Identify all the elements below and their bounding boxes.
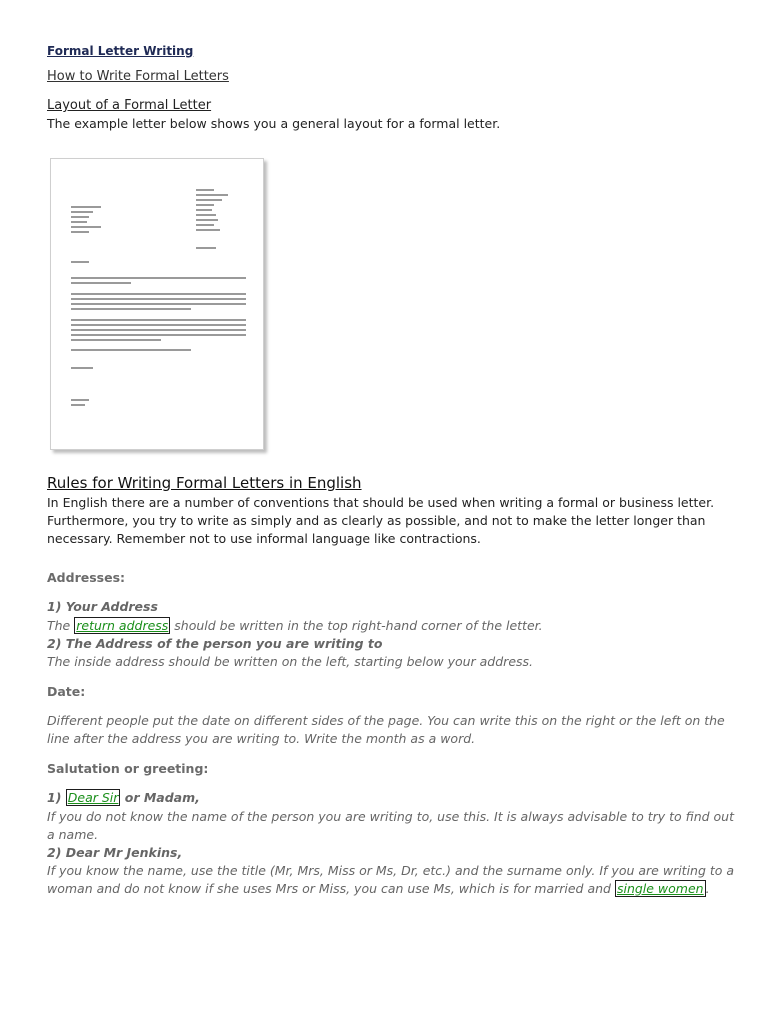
letter-scribble-line bbox=[196, 189, 214, 191]
rules-paragraph: In English there are a number of conventions that should be used when writing a formal or business letter. Furthermore, you try to write as simply and as clearly as possible, and not to make the letter longer than necessary. Remember not to use informal language like contractions. bbox=[47, 495, 715, 546]
letter-scribble-line bbox=[71, 334, 246, 336]
dear-sir-link[interactable]: Dear Sir bbox=[67, 790, 119, 805]
letter-scribble-line bbox=[71, 216, 89, 218]
addresses-label: Addresses: bbox=[47, 570, 126, 585]
salutation-item2-text bbox=[47, 862, 737, 898]
letter-scribble-line bbox=[196, 199, 222, 201]
heading-layout[interactable]: Layout of a Formal Letter bbox=[47, 98, 212, 113]
letter-scribble-line bbox=[71, 211, 93, 213]
recipient-address-text: The inside address should be written on the left, starting below your address. bbox=[47, 654, 534, 669]
recipient-address-title: 2) The Address of the person you are writing to bbox=[47, 636, 383, 651]
letter-scribble-line bbox=[71, 367, 93, 369]
letter-scribble-line bbox=[71, 399, 89, 401]
title-formal-letter-writing[interactable]: Formal Letter Writing bbox=[47, 44, 194, 58]
date-text: Different people put the date on different sides of the page. You can write this on the right or the left on the line after the address you are writing to. Write the month as a word. bbox=[47, 713, 725, 746]
letter-scribble-line bbox=[196, 224, 214, 226]
letter-scribble-line bbox=[71, 324, 246, 326]
salutation-item1-title bbox=[47, 789, 737, 807]
letter-scribble-line bbox=[71, 282, 131, 284]
letter-scribble-line bbox=[71, 231, 89, 233]
text-span: 1) bbox=[47, 790, 66, 805]
salutation-item1-text: If you do not know the name of the person you are writing to, use this. It is always advisable to try to find out a name. bbox=[47, 809, 734, 842]
text-span: or Madam, bbox=[120, 790, 200, 805]
letter-scribble-line bbox=[196, 229, 220, 231]
letter-scribble-line bbox=[196, 209, 212, 211]
date-label: Date: bbox=[47, 684, 86, 699]
letter-scribble-line bbox=[196, 247, 216, 249]
text-span: If you know the name, use the title (Mr, Mrs, Miss or Ms, Dr, etc.) and the surname only. If you are writing to a woman and do not know if she uses Mrs or Miss, you can use Ms, which is for married and bbox=[47, 863, 735, 896]
letter-scribble-line bbox=[71, 261, 89, 263]
letter-scribble-line bbox=[71, 277, 246, 279]
letter-scribble-line bbox=[71, 293, 246, 295]
letter-scribble-line bbox=[196, 214, 216, 216]
heading-rules[interactable]: Rules for Writing Formal Letters in English bbox=[47, 474, 362, 492]
letter-scribble-line bbox=[196, 204, 214, 206]
text-span: The bbox=[47, 618, 75, 633]
letter-scribble-line bbox=[71, 339, 161, 341]
single-women-link[interactable]: single women bbox=[616, 881, 704, 896]
text-span: should be written in the top right-hand corner of the letter. bbox=[170, 618, 543, 633]
letter-scribble-line bbox=[71, 226, 101, 228]
text-span: . bbox=[705, 881, 710, 896]
your-address-text bbox=[47, 617, 737, 635]
letter-scribble-line bbox=[71, 319, 246, 321]
letter-scribble-line bbox=[71, 206, 101, 208]
letter-scribble-line bbox=[71, 298, 246, 300]
letter-scribble-line bbox=[196, 194, 228, 196]
letter-scribble-line bbox=[71, 308, 191, 310]
letter-scribble-line bbox=[71, 349, 191, 351]
return-address-link[interactable]: return address bbox=[76, 618, 169, 633]
example-letter-image bbox=[50, 158, 264, 450]
letter-scribble-line bbox=[71, 221, 87, 223]
your-address-title: 1) Your Address bbox=[47, 599, 158, 614]
salutation-label: Salutation or greeting: bbox=[47, 761, 209, 776]
letter-scribble-line bbox=[71, 329, 246, 331]
layout-description: The example letter below shows you a general layout for a formal letter. bbox=[47, 116, 501, 131]
letter-scribble-line bbox=[71, 404, 85, 406]
letter-scribble-line bbox=[71, 303, 246, 305]
heading-how-to-write[interactable]: How to Write Formal Letters bbox=[47, 69, 229, 84]
salutation-item2-title: 2) Dear Mr Jenkins, bbox=[47, 845, 183, 860]
letter-scribble-line bbox=[196, 219, 218, 221]
